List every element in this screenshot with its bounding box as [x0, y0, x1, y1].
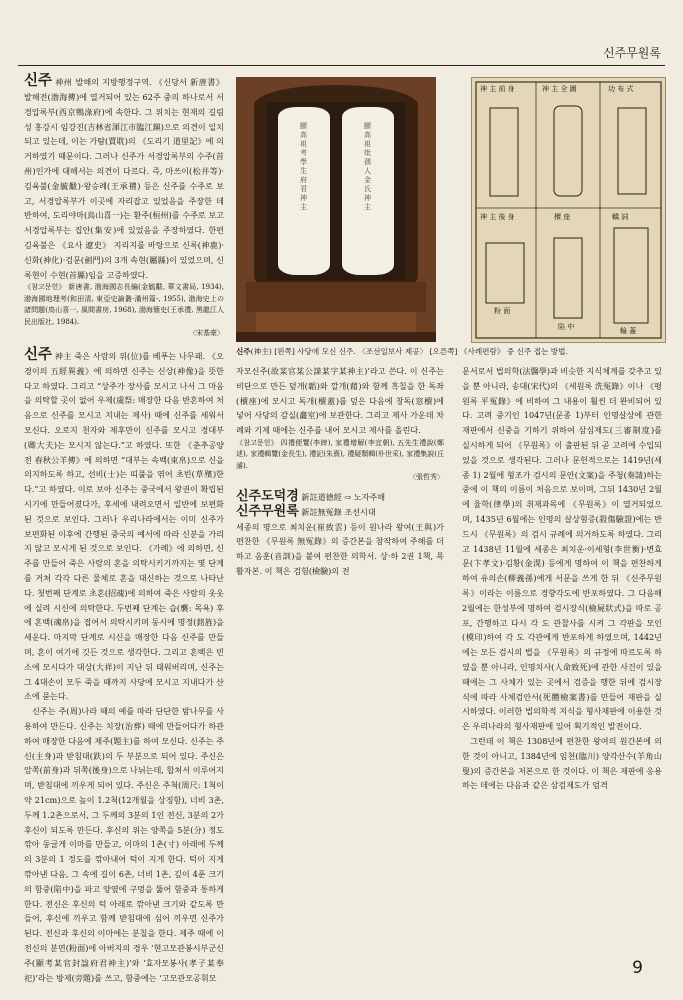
- right-tablet-inscription: 顯高祖妣孺人金氏神主: [364, 122, 371, 211]
- shrine-photo: [236, 77, 436, 342]
- references: 《참고문헌》 四禮便覽(李縡), 家禮增解(李宜朝), 五先生禮說(鄭逑), 家禮輯覽(金長生), 禮記(朱熹), 禮疑類輯(朴世采), 家禮集說(丘濬).: [236, 438, 444, 470]
- shinju-diagram-page: [471, 77, 666, 343]
- references: 《참고문헌》 新唐書, 渤海國志長編(金毓黻, 華文書局, 1934), 渤海國地理考(和田清, 東亞史論叢-滿州篇-, 1955), 渤海史上の諸問題(鳥山喜一, 風間書房, 1968), 渤海簡史(王承禮, 黑龍江人民出版社, 1984).: [24, 283, 224, 326]
- entry-body-continued: 그런데 이 책은 1308년에 편찬한 왕여의 원간본에 의한 것이 아니고, 1384년에 임천(臨川) 양각산수(羊角山叟)의 증간본을 저본으로 한 것이다. 이 책은 재판에 응용하는 데에는 다음과 같은 삼검제도가 엄격: [462, 735, 662, 791]
- diagram-title-9: 轎 詞: [612, 213, 629, 221]
- diagram-title-4: 神 主 後 身: [480, 213, 515, 221]
- caption-head: 신주: [236, 347, 251, 356]
- column-1: [24, 72, 224, 985]
- entry-sinjumuwonrok: [236, 505, 444, 520]
- entry-body: 문서로서 법의학(法醫學)과 비슷한 지식체계를 갖추고 있을 뿐 아니라, 송대(宋代)의 《세원록 洗冤錄》이나 《평원록 平冤錄》에 비하여 그 내용이 훨씬 더 완비되어 있다. 고려 중기인 1047년(문종 1)부터 인명살상에 관한 재판에서 신중을 기하기 위하여 삼심제도(三審制度)를 실시하게 되어 《무원록》이 출판된 뒤 곧 고려에 수입되었을 것으로 생각된다. 그러나 문헌적으로는 1419년(세종 1) 2월에 형조가 검시의 문안(文案)을 주청(奏請)하는 중에 이 책의 이름이 처음으로 보이며, 그뒤 1430년 2월에 율학(律學)의 취재과목에 《무원록》이 열거되었으며, 1435년 6월에는 인명의 살상혐증(殺傷驗證)에는 반드시 《무원록》의 검시 규례에 의거하도록 하였다. 그리고 1438년 11월에 세종은 최치운·이세형(李世衡)·변효문(卞孝文)·김황(金滉) 등에게 명하여 이 책을 편찬하게 하여 유의손(柳義孫)에게 서문을 쓰게 한 뒤 《신주무원록》이라는 이름으로 경향각도에 반포하였다. 그 다음해 2월에는 한성부에 명하여 검시장식(檢屍狀式)을 따로 공포, 간행하고 다시 각 도 관찰사를 시켜 그 각판을 모인(模印)하여 각 도 각관에게 반포하게 하였으며, 1442년에는 모든 검시의 법을 《무원록》의 규정에 따르도록 하였을 뿐 아니라, 인명치사(人命致死)에 관한 사건이 있을 때에는 그 사체가 있는 곳에서 검증을 행한 뒤에 검시장식에 따라 사체검안서(死體檢案書)를 만들어 재판을 실시하였다. 이러한 법의학적 지식을 형사재판에 이용한 것은 우리나라의 형사재판에 있어 획기적인 발전이다.: [462, 366, 662, 732]
- entry-heading: 신주무원록: [236, 503, 299, 519]
- diagram-title-2: 神 主 全 圖: [542, 85, 577, 93]
- column-3: [462, 364, 662, 793]
- page-header-title: 신주무원록: [603, 46, 661, 60]
- entry-body-continued: 신주는 주(周)나라 때의 예를 따라 단단한 밤나무를 사용하여 만든다. 신주는 치장(治葬) 때에 만들어다가 하관하여 매장한 다음에 제주(題主)를 하여 모신다. 신주는 주신(主身)과 받침대(趺)의 두 부분으로 되어 있다. 주신은 앞쪽(前身)과 뒤쪽(後身)으로 나뉘는데, 합쳐서 이루어지며, 받침대에 끼우게 되어 있다. 주신은 주척(周尺: 1척이 약 21cm)으로 높이 1.2척(12개월을 상징함), 너비 3촌, 두께 1.2촌으로서, 그 두께의 3분의 1인 전신, 3분의 2가 후신이 되도록 만든다. 후신의 위는 양쪽을 5분(分) 정도 깎아 둥글게 이마를 만들고, 이마의 1촌(寸) 아래에 두께의 3분의 1 정도를 깎아내어 턱이 지게 한다. 턱이 지게 깎아낸 다음, 그 속에 길이 6촌, 너비 1촌, 깊이 4푼 크기의 함중(陷中)을 파고 양옆에 구멍을 뚫어 함중과 통하게 한다. 전신은 후신의 턱 아래로 깎아낸 크기와 같도록 만들어, 후신에 끼우고 함께 받침대에 심어 끼우면 신주가 된다. 전신과 후신의 이마에는 분칠을 한다. 제주 때에 이 전신의 분면(粉面)에 아버지의 경우 ‘현고모관봉시부군신주(顯考某官封諡府君神主)’와 ‘효자모봉사(孝子某奉祀)’라는 방제(旁題)를 쓰고, 함중에는 ‘고모관모공휘모: [24, 706, 224, 983]
- entry-body: 神州 발해의 지방행정구역. 《신당서 新唐書》 발해전(渤海傳)에 열거되어 있는 62주 중의 하나로서 서경압록부(西京鴨淥府)에 속한다. 그 위치는 현재의 길림성 홍강시 임강진(吉林省渾江市臨江鎭)으로 의견이 일치되고 있는데, 이는 가탐(賈耽)의 《도리기 道里記》에 의거하였기 때문이다. 그러나 신주가 서경압록부의 수주(首州)인가에 대해서는 의견이 다르다. 즉, 마쓰이(松井等)·김육불(金毓黻)·왕승례(王承禮) 등은 신주를 수주로 보고, 서경압록부가 이곳에 자리잡고 있었음을 주장한 데 반하여, 도리야마(鳥山喜一)는 환주(桓州)를 수주로 보고 서경압록부는 집안(集安)에 있었음을 주장하였다. 한편 김육불은 《요사 遼史》 지리지를 바탕으로 신록(神鹿)·신화(神化)·검문(劍門)의 3개 속현(屬縣)이 있었으며, 신록현이 수현(首縣)임을 고증하였다.: [24, 77, 224, 280]
- diagram-title-5: 櫝 座: [554, 213, 571, 221]
- left-tablet-inscription: 顯高祖考學生府君神主: [300, 122, 307, 211]
- entry-sinjudodeokgyeong: [236, 490, 444, 505]
- entry-heading: 신주도덕경: [236, 488, 299, 504]
- cross-reference: 新註道德經 ⇨ 노자주해: [298, 491, 386, 502]
- page-number: 9: [632, 958, 643, 978]
- diagram-title-3: 神 主 前 身: [480, 85, 515, 93]
- entry-body-overflow: 자모신주(故某官某公諱某字某神主)’라고 쓴다. 이 신주는 비단으로 만든 덮개(韜)와 깔개(藉)와 함께 흑칠을 한 독좌(櫝座)에 모시고 독개(櫝蓋)를 덮은 다음에 창독(窓櫝)에 넣어 사당의 감실(龕室)에 보관한다. 그리고 제사 가운데 차례와 기제 때에는 신주를 내어 모시고 제사를 올린다.: [236, 366, 444, 436]
- author: 〈宋基豪〉: [189, 329, 224, 338]
- entry-subtitle: 新註無冤錄 조선시대: [298, 506, 376, 517]
- figure-caption: [236, 346, 664, 357]
- entry-heading: 신주: [24, 346, 53, 363]
- entry-body: 神主 죽은 사람의 위(位)를 베푸는 나무패. 《오경이의 五經異義》에 의하면 신주는 신상(神像)을 뜻한다고 하였다. 그리고 “상주가 장사를 모시고 나서 그 마음을 의탁할 곳이 없어 우제(虞祭: 매장한 다음 반혼하여 처음으로 신주를 모시고 지내는 제사) 때에 신주를 세워서 모신다. 오로지 천자와 제후만이 신주를 모시고 경대부(卿大夫)는 모시지 않는다.”고 하였다. 또한 《춘추공양전 春秋公羊傳》에 의하면 “대부는 속백(束帛)으로 신을 의지하도록 하고, 선비(士)는 띠풀을 엮어 초빈(草殯)한다.”고 하였다. 이로 보아 신주는 중국에서 왕권이 확립된 시기에 만들어졌다가, 후세에 내려오면서 일반에 보편화된 것으로 보인다. 그러나 우리나라에서는 이미 신주가 보편화된 이후에 간행된 중국의 예서에 따라 신분을 가리지 않고 모시게 된 것으로 보인다. 《가례》에 의하면, 신주를 만들어 죽은 사람의 혼을 의탁시키기까지는 몇 단계를 거쳐 각각 다른 물체로 혼을 대신하는 것으로 나타난다. 첫번째 단계로 초혼(招魂)에 의하여 죽은 사람의 옷옷에 실려 시신에 의탁한다. 두번째 단계는 습(襲: 목욕) 후에 혼백(魂帛)을 접어서 의탁시키며 동시에 명정(銘旌)을 세운다. 마지막 단계로 시신을 매장한 다음 신주를 만들며, 혼이 여기에 깃든 것으로 생각한다. 그리고 혼백은 빈소에 모시다가 대상(大祥)이 지난 뒤 태워버리며, 신주는 그 4대손이 모두 죽을 때까지 사당에 모시고 지내다가 산소에 묻는다.: [24, 350, 224, 702]
- caption-text: (神主) [왼쪽] 사당에 모신 신주. 〈조선일보사 제공〉 [오른쪽] 《사례편람》 중 신주 접는 방법.: [250, 347, 568, 356]
- diagram-title-7: 陷 中: [558, 323, 575, 331]
- diagram-title-1: 功 布 式: [608, 85, 634, 93]
- entry-body: 세종의 명으로 최치운(崔致雲) 등이 원나라 왕여(王與)가 편찬한 《무원록 無冤錄》의 증간본을 참작하여 주해를 더하고 음훈(音訓)을 붙여 편찬한 의학서. 상·하 2권 1책, 목활자본. 이 책은 검험(檢驗)의 전: [236, 521, 444, 576]
- column-2: [236, 364, 444, 579]
- diagram-title-8: 輪 蓋: [620, 327, 637, 335]
- diagram-title-6: 粉 面: [494, 307, 511, 315]
- entry-heading: 신주: [24, 73, 53, 89]
- entry-sinju-bohai: [24, 72, 224, 282]
- header-rule: [18, 65, 665, 66]
- column-2-body: [236, 364, 444, 438]
- author: 〈張哲秀〉: [409, 473, 444, 482]
- entry-sinju-tablet: [24, 346, 224, 704]
